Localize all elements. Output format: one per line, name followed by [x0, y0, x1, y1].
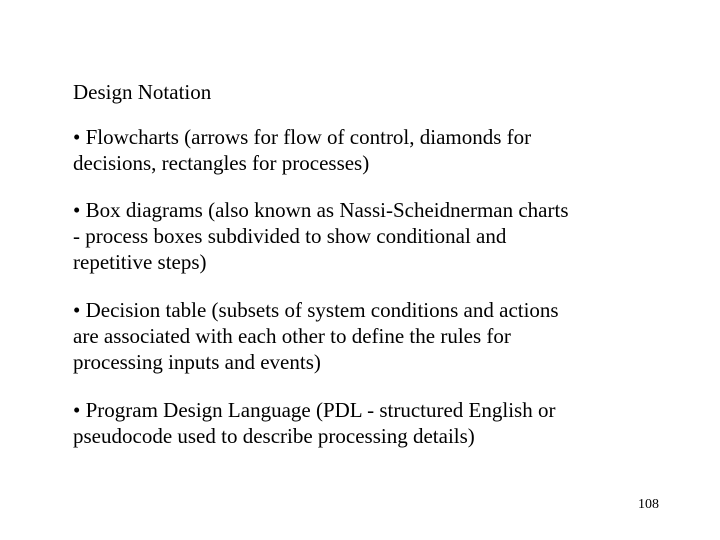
slide-title: Design Notation	[73, 80, 212, 104]
bullet-flowcharts: • Flowcharts (arrows for flow of control, diamonds for decisions, rectangles for processes)	[73, 125, 532, 175]
page-number: 108	[638, 497, 659, 512]
bullet-program-design-language: • Program Design Language (PDL - structured English or pseudocode used to describe processing details)	[73, 398, 556, 448]
bullet-decision-table: • Decision table (subsets of system conditions and actions are associated with each other to define the rules for processing inputs and events)	[73, 298, 559, 374]
bullet-box-diagrams: • Box diagrams (also known as Nassi-Scheidnerman charts - process boxes subdivided to show conditional and repetitive steps)	[73, 198, 569, 274]
